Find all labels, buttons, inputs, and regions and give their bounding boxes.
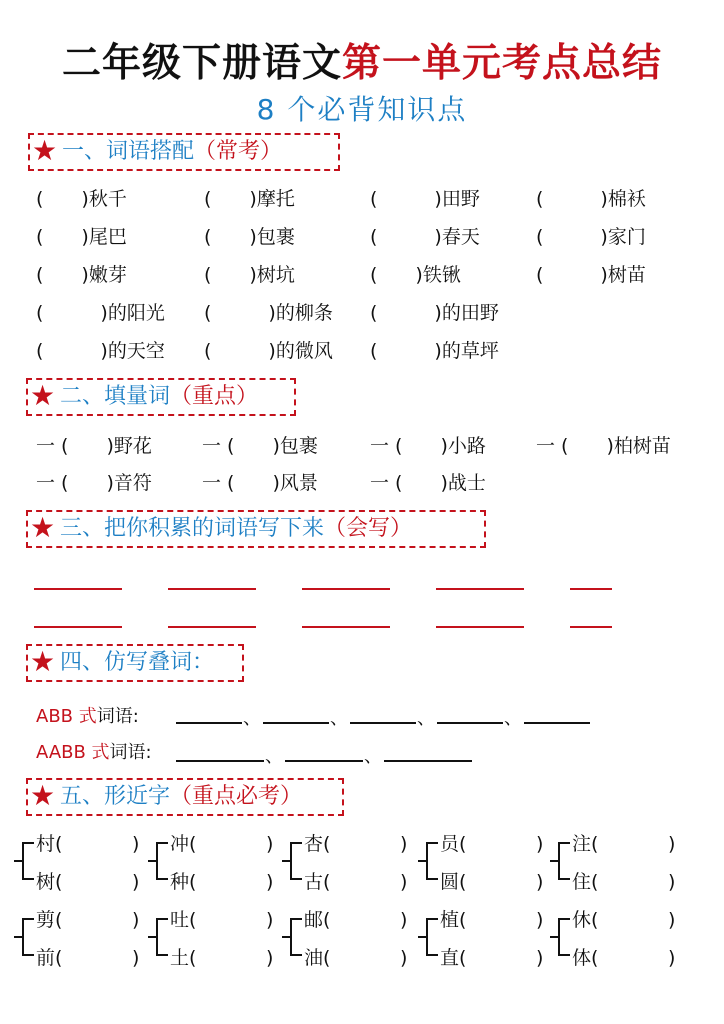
separator: 、 (243, 708, 261, 729)
abb-answer-line[interactable] (437, 722, 503, 724)
bracket-icon (290, 842, 302, 880)
close-paren: ) (132, 947, 140, 969)
bracket-tick (282, 860, 292, 862)
close-paren: ) (400, 833, 408, 855)
close-paren: ) (266, 871, 274, 893)
bracket-icon (22, 842, 34, 880)
s1-item: ( )包裹 (204, 226, 295, 248)
bracket-icon (22, 918, 34, 956)
similar-char: 剪( (36, 909, 63, 931)
s1-item: ( )摩托 (204, 188, 295, 210)
s1-item: ( )秋千 (36, 188, 127, 210)
s1-item: ( )春天 (370, 226, 480, 248)
close-paren: ) (536, 909, 544, 931)
star-icon: ★ (30, 779, 56, 812)
answer-line[interactable] (436, 626, 524, 628)
similar-char: 圆( (440, 871, 467, 893)
s1-item: ( )田野 (370, 188, 480, 210)
s1-row-5 (36, 336, 696, 366)
answer-line[interactable] (34, 588, 122, 590)
similar-char: 直( (440, 947, 467, 969)
close-paren: ) (400, 947, 408, 969)
s1-item: ( )树苗 (536, 264, 646, 286)
close-paren: ) (536, 833, 544, 855)
s1-item: ( )棉袄 (536, 188, 646, 210)
s2-item: 一 ( )战士 (370, 472, 486, 494)
close-paren: ) (266, 909, 274, 931)
abb-answer-line[interactable] (176, 722, 242, 724)
similar-char: 村( (36, 833, 63, 855)
bracket-icon (290, 918, 302, 956)
answer-line[interactable] (302, 626, 390, 628)
similar-char: 休( (572, 909, 599, 931)
star-icon: ★ (30, 645, 56, 678)
bracket-icon (426, 918, 438, 956)
s1-item: ( )嫩芽 (36, 264, 127, 286)
similar-char: 种( (170, 871, 197, 893)
close-paren: ) (266, 947, 274, 969)
section-1-header (28, 133, 340, 171)
similar-char: 油( (304, 947, 331, 969)
aabb-label: AABB 式词语: (36, 742, 152, 763)
s2-item: 一 ( )野花 (36, 435, 152, 457)
similar-char: 杏( (304, 833, 331, 855)
s1-item: ( )的阳光 (36, 302, 165, 324)
s1-item: ( )家门 (536, 226, 646, 248)
similar-char: 前( (36, 947, 63, 969)
separator: 、 (417, 708, 435, 729)
separator: 、 (330, 708, 348, 729)
star-icon: ★ (32, 134, 58, 167)
s2-item: 一 ( )小路 (370, 435, 486, 457)
close-paren: ) (536, 871, 544, 893)
s1-item: ( )的微风 (204, 340, 333, 362)
similar-char: 体( (572, 947, 599, 969)
answer-line[interactable] (168, 588, 256, 590)
section-1-note: （常考） (194, 139, 283, 164)
similar-char: 员( (440, 833, 467, 855)
s1-row-4 (36, 298, 696, 328)
bracket-icon (426, 842, 438, 880)
similar-char: 冲( (170, 833, 197, 855)
answer-line[interactable] (436, 588, 524, 590)
section-5-header (26, 778, 344, 816)
s1-item: ( )铁锹 (370, 264, 461, 286)
close-paren: ) (132, 909, 140, 931)
answer-line[interactable] (570, 626, 612, 628)
close-paren: ) (132, 833, 140, 855)
bracket-icon (156, 918, 168, 956)
section-2-header (26, 378, 296, 416)
bracket-tick (550, 936, 560, 938)
answer-line[interactable] (34, 626, 122, 628)
s2-row-1 (36, 431, 696, 461)
section-1-title: 一、词语搭配 (62, 139, 195, 164)
s1-item: ( )树坑 (204, 264, 295, 286)
close-paren: ) (536, 947, 544, 969)
s1-row-3 (36, 260, 696, 290)
s1-row-2 (36, 222, 696, 252)
title-part1: 二年级下册语文 (61, 41, 342, 86)
bracket-tick (14, 860, 24, 862)
close-paren: ) (668, 947, 676, 969)
s1-item: ( )的草坪 (370, 340, 499, 362)
section-5-note: （重点必考） (170, 784, 303, 809)
bracket-tick (148, 936, 158, 938)
abb-label: ABB 式词语: (36, 706, 139, 727)
answer-line[interactable] (570, 588, 612, 590)
s2-item: 一 ( )柏树苗 (536, 435, 671, 457)
close-paren: ) (668, 909, 676, 931)
bracket-tick (418, 936, 428, 938)
s2-item: 一 ( )风景 (202, 472, 318, 494)
separator: 、 (364, 746, 382, 767)
abb-answer-line[interactable] (350, 722, 416, 724)
similar-char: 树( (36, 871, 63, 893)
s2-item: 一 ( )音符 (36, 472, 152, 494)
s1-item: ( )的天空 (36, 340, 165, 362)
section-3-note: （会写） (324, 516, 413, 541)
similar-char: 吐( (170, 909, 197, 931)
bracket-tick (148, 860, 158, 862)
similar-char: 土( (170, 947, 197, 969)
s1-item: ( )的田野 (370, 302, 499, 324)
similar-char: 注( (572, 833, 599, 855)
bracket-icon (558, 842, 570, 880)
section-3-title: 三、把你积累的词语写下来 (60, 516, 325, 541)
s2-row-2 (36, 468, 696, 498)
close-paren: ) (266, 833, 274, 855)
separator: 、 (265, 746, 283, 767)
section-4-title: 四、仿写叠词： (60, 650, 215, 675)
section-5-title: 五、形近字 (60, 784, 171, 809)
section-2-note: （重点） (170, 384, 259, 409)
section-2-title: 二、填量词 (60, 384, 171, 409)
bracket-tick (418, 860, 428, 862)
s1-item: ( )尾巴 (36, 226, 127, 248)
separator: 、 (504, 708, 522, 729)
section-3-header (26, 510, 486, 548)
star-icon: ★ (30, 511, 56, 544)
bracket-tick (550, 860, 560, 862)
bracket-tick (14, 936, 24, 938)
bracket-icon (558, 918, 570, 956)
similar-char: 邮( (304, 909, 331, 931)
bracket-icon (156, 842, 168, 880)
abb-answer-line[interactable] (263, 722, 329, 724)
s1-item: ( )的柳条 (204, 302, 333, 324)
aabb-answer-line[interactable] (285, 760, 363, 762)
close-paren: ) (668, 833, 676, 855)
similar-char: 住( (572, 871, 599, 893)
answer-line[interactable] (302, 588, 390, 590)
bracket-tick (282, 936, 292, 938)
close-paren: ) (132, 871, 140, 893)
section-4-header (26, 644, 244, 682)
similar-char: 植( (440, 909, 467, 931)
s2-item: 一 ( )包裹 (202, 435, 318, 457)
star-icon: ★ (30, 379, 56, 412)
abb-answer-line[interactable] (524, 722, 590, 724)
aabb-answer-line[interactable] (176, 760, 264, 762)
close-paren: ) (400, 909, 408, 931)
similar-char: 古( (304, 871, 331, 893)
s1-row-1 (36, 184, 696, 214)
aabb-answer-line[interactable] (384, 760, 472, 762)
page-subtitle: 8 个必背知识点 (256, 93, 468, 126)
close-paren: ) (400, 871, 408, 893)
page-title (0, 32, 724, 88)
answer-line[interactable] (168, 626, 256, 628)
title-part2: 第一单元考点总结 (342, 41, 663, 86)
close-paren: ) (668, 871, 676, 893)
